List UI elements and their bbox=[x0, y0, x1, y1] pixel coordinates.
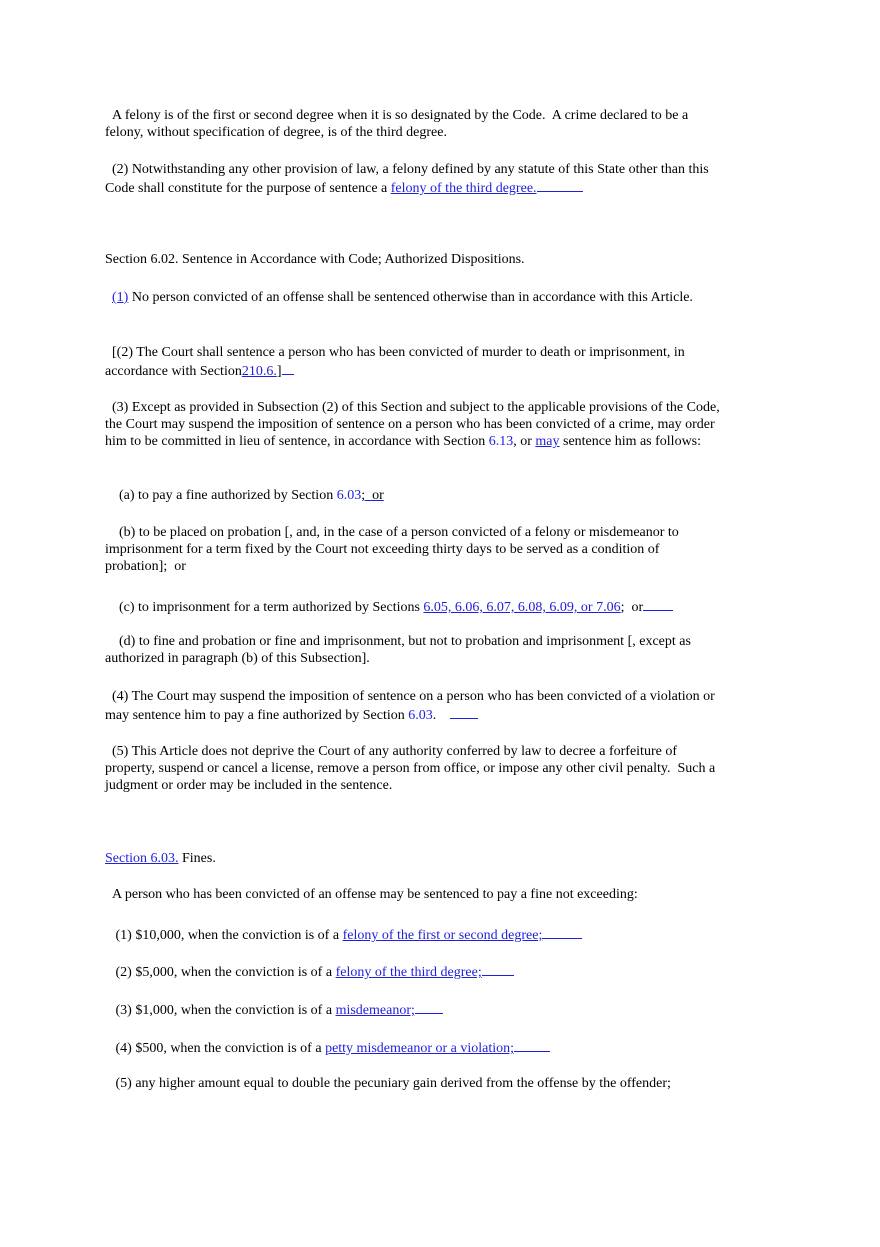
link-felony-third-degree[interactable]: felony of the third degree. bbox=[390, 181, 537, 196]
section-602-item-d: (d) to fine and probation or fine and imprisonment, but not to probation and imprisonment [, except as authorized in paragraph (b) of this Subsection]. bbox=[105, 634, 695, 666]
paragraph-felony-statute: (2) Notwithstanding any other provision of law, a felony defined by any statute of this State other than this Code shall constitute for the purpose of sentence a felony of the third degree. bbox=[105, 162, 713, 196]
link-section-6-03-heading[interactable]: Section 6.03. bbox=[105, 851, 179, 866]
fine-item: (3) $1,000, when the conviction is of a misdemeanor; bbox=[105, 1000, 725, 1019]
link-section-6-03-a[interactable]: 6.03 bbox=[336, 488, 362, 503]
link-section-6-03-b[interactable]: 6.03 bbox=[408, 708, 433, 723]
link-section-210-6[interactable]: 210.6. bbox=[241, 364, 277, 379]
link-may[interactable]: may bbox=[535, 434, 560, 449]
fine-item: (1) $10,000, when the conviction is of a felony of the first or second degree; bbox=[105, 925, 725, 944]
section-602-para-5: (5) This Article does not deprive the Court of any authority conferred by law to decree a forfeiture of property, suspend or cancel a license, remove a person from office, or impose any other civil penalty. Such a judgment or order may be included in the sentence. bbox=[105, 744, 719, 793]
underline-filler bbox=[542, 925, 582, 939]
fine-item: (5) any higher amount equal to double the pecuniary gain derived from the offense by the offender; bbox=[105, 1076, 671, 1091]
link-sections-6-05-to-7-06[interactable]: 6.05, 6.06, 6.07, 6.08, 6.09, or 7.06 bbox=[423, 600, 621, 615]
paragraph-felony-degree: A felony is of the first or second degree when it is so designated by the Code. A crime declared to be a felony, without specification of degree, is of the third degree. bbox=[105, 108, 692, 140]
fine-item: (2) $5,000, when the conviction is of a felony of the third degree; bbox=[105, 962, 725, 981]
section-602-para-4: (4) The Court may suspend the imposition of sentence on a person who has been convicted of a violation or may sentence him to pay a fine authorized by Section 6.03. bbox=[105, 689, 719, 723]
section-602-para-2: [(2) The Court shall sentence a person who has been convicted of murder to death or imprisonment, in accordance with Section210.6.] bbox=[105, 345, 689, 379]
link-section-6-13[interactable]: 6.13 bbox=[488, 434, 514, 449]
link-felony-first-second-degree[interactable]: felony of the first or second degree; bbox=[342, 928, 543, 943]
fine-item: (4) $500, when the conviction is of a petty misdemeanor or a violation; bbox=[105, 1038, 725, 1057]
section-602-item-b: (b) to be placed on probation [, and, in the case of a person convicted of a felony or misdemeanor to imprisonment for a term fixed by the Court not exceeding thirty days to be served as a condition of probation]; or bbox=[105, 525, 683, 574]
section-602-para-3: (3) Except as provided in Subsection (2) of this Section and subject to the applicable provisions of the Code, the Court may suspend the imposition of sentence on a person who has been convicted of a crime, may order him to be committed in lieu of sentence, in accordance with Section 6.13, or may sentence him as follows: bbox=[105, 400, 724, 449]
underline-filler bbox=[537, 178, 583, 192]
section-602-heading: Section 6.02. Sentence in Accordance with Code; Authorized Dispositions. bbox=[105, 252, 525, 267]
underline-filler bbox=[450, 705, 478, 719]
link-felony-third-degree-fine[interactable]: felony of the third degree; bbox=[335, 965, 482, 980]
underline-filler bbox=[514, 1038, 550, 1052]
section-603-intro: A person who has been convicted of an offense may be sentenced to pay a fine not exceeding: bbox=[105, 887, 638, 902]
underline-filler bbox=[643, 597, 673, 611]
link-subsection-1[interactable]: (1) bbox=[112, 290, 129, 305]
underline-filler bbox=[282, 361, 294, 375]
section-602-para-1: (1) No person convicted of an offense shall be sentenced otherwise than in accordance with this Article. bbox=[112, 290, 693, 305]
underline-filler bbox=[415, 1000, 443, 1014]
link-misdemeanor[interactable]: misdemeanor; bbox=[335, 1003, 415, 1018]
underline-filler bbox=[482, 962, 514, 976]
link-petty-misdemeanor-violation[interactable]: petty misdemeanor or a violation; bbox=[325, 1041, 515, 1056]
section-602-item-a: (a) to pay a fine authorized by Section 6.03; or bbox=[105, 488, 384, 503]
section-603-heading: Section 6.03. Fines. bbox=[105, 851, 216, 866]
section-602-item-c: (c) to imprisonment for a term authorized by Sections 6.05, 6.06, 6.07, 6.08, 6.09, or 7.06; or bbox=[105, 597, 725, 616]
